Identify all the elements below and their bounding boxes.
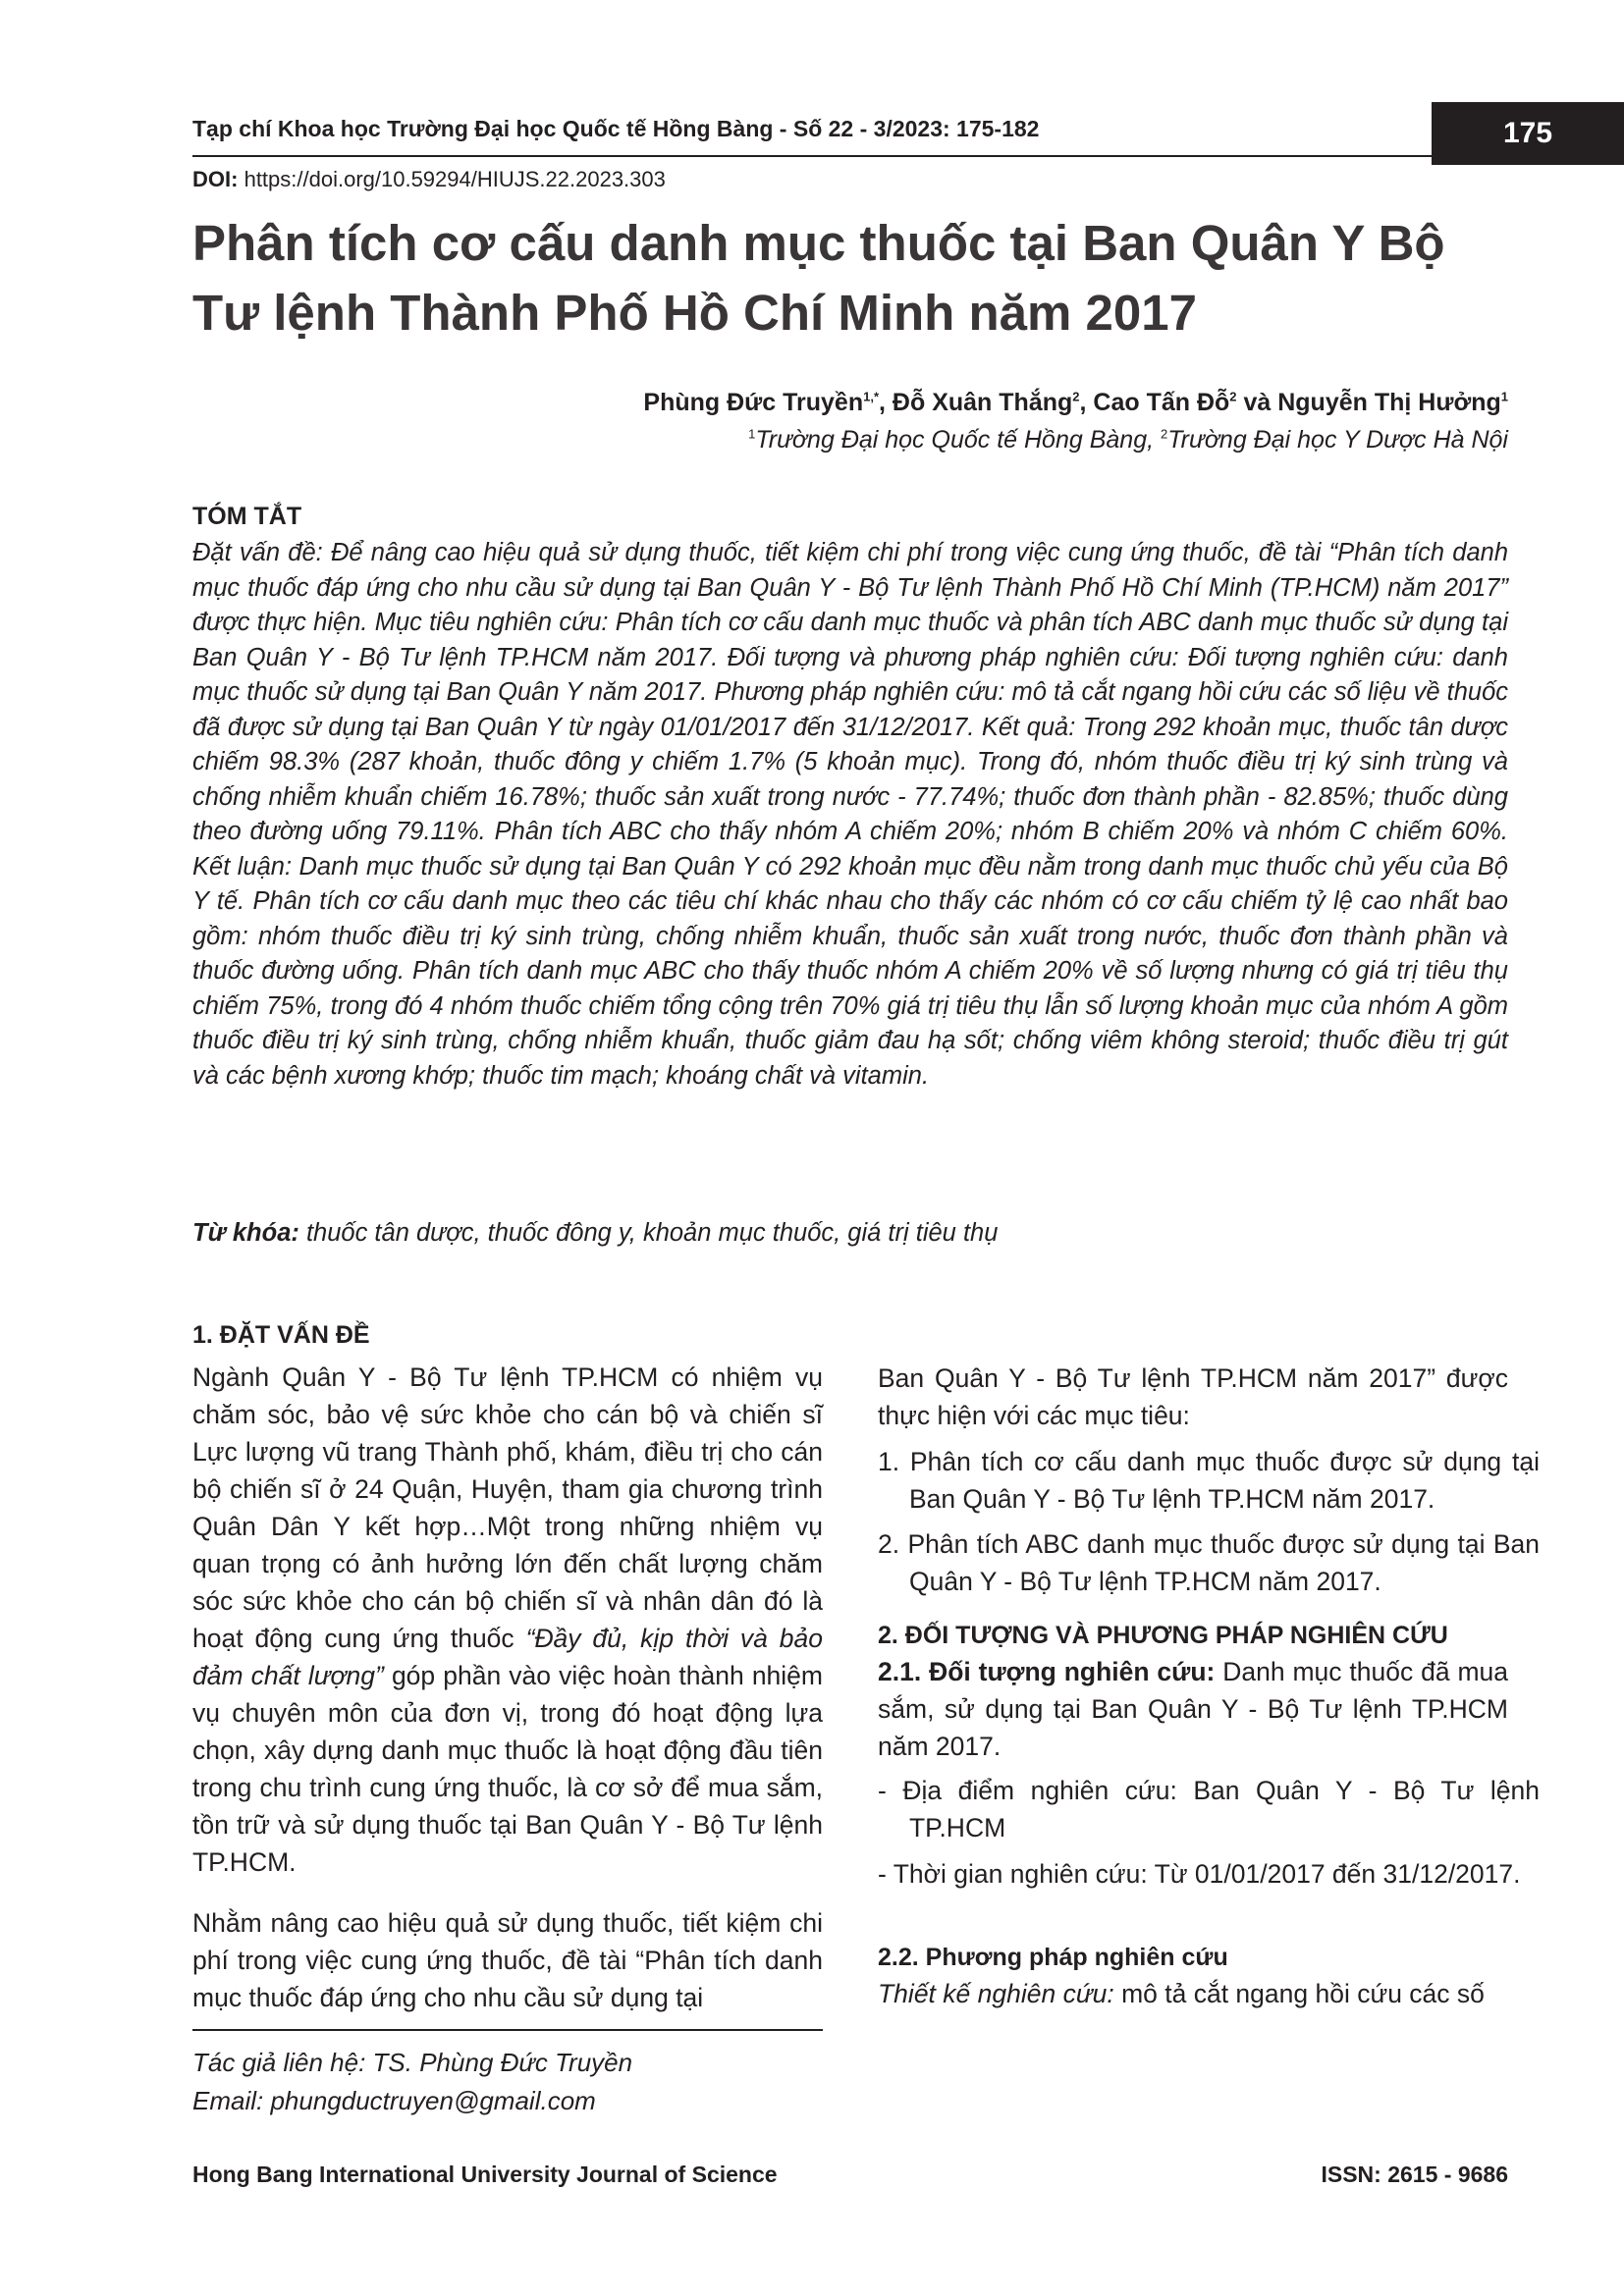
- affiliations: [748, 426, 1508, 454]
- footnote-email: Email: phungductruyen@gmail.com: [192, 2086, 596, 2115]
- affiliation-name: Trường Đại học Y Dược Hà Nội: [1167, 426, 1508, 454]
- study-design: [878, 1975, 1508, 2012]
- section-1-paragraph-2-continued: Ban Quân Y - Bộ Tư lệnh TP.HCM năm 2017” được thực hiện với các mục tiêu:: [878, 1363, 1508, 1430]
- footer-journal-name: Hong Bang International University Journal of Science: [192, 2162, 778, 2187]
- footer-issn: ISSN: 2615 - 9686: [1321, 2162, 1508, 2187]
- page-number: 175: [1432, 102, 1624, 165]
- author-superscript: 2: [1072, 389, 1080, 404]
- section-1-heading: 1. ĐẶT VẤN ĐỀ: [192, 1321, 370, 1349]
- study-design-text: mô tả cắt ngang hồi cứu các số: [1113, 1979, 1485, 2008]
- quoted-phrase: “Đầy đủ, kịp thời và bảo đảm chất lượng”: [192, 1624, 823, 1690]
- keywords: [192, 1219, 998, 1248]
- author-name: Phùng Đức Truyền: [643, 389, 864, 416]
- section-1-paragraph-1: [192, 1359, 823, 1881]
- author-superscript: 1: [1500, 389, 1508, 404]
- subsection-2-2-heading: 2.2. Phương pháp nghiên cứu: [878, 1944, 1228, 1971]
- subsection-2-1: [878, 1653, 1508, 1765]
- author-name: Nguyễn Thị Hưởng: [1277, 389, 1501, 416]
- author-name: Đỗ Xuân Thắng: [892, 389, 1073, 416]
- article-title: Phân tích cơ cấu danh mục thuốc tại Ban Quân Y Bộ Tư lệnh Thành Phố Hồ Chí Minh năm 2017: [192, 215, 1445, 341]
- study-period: - Thời gian nghiên cứu: Từ 01/01/2017 đến 31/12/2017.: [878, 1859, 1521, 1889]
- paragraph-text: Ngành Quân Y - Bộ Tư lệnh TP.HCM có nhiệm vụ chăm sóc, bảo vệ sức khỏe cho cán bộ và chiến sĩ Lực lượng vũ trang Thành phố, khám, điều trị cho cán bộ chiến sĩ ở 24 Quận, Huyện, tham gia chương trình Quân Dân Y kết hợp…Một trong những nhiệm vụ quan trọng có ảnh hưởng lớn đến chất lượng chăm sóc sức khỏe cho cán bộ chiến sĩ và nhân dân đó là hoạt động cung ứng thuốc: [192, 1362, 823, 1653]
- header-divider: [192, 155, 1432, 157]
- abstract-text: Đặt vấn đề: Để nâng cao hiệu quả sử dụng thuốc, tiết kiệm chi phí trong việc cung ứng thuốc, đề tài “Phân tích danh mục thuốc đáp ứng cho nhu cầu sử dụng tại Ban Quân Y - Bộ Tư lệnh Thành Phố Hồ Chí Minh (TP.HCM) năm 2017” được thực hiện. Mục tiêu nghiên cứu: Phân tích cơ cấu danh mục thuốc và phân tích ABC danh mục thuốc sử dụng tại Ban Quân Y - Bộ Tư lệnh TP.HCM năm 2017. Đối tượng và phương pháp nghiên cứu: Đối tượng nghiên cứu: danh mục thuốc sử dụng tại Ban Quân Y năm 2017. Phương pháp nghiên cứu: mô tả cắt ngang hồi cứu các số liệu về thuốc đã được sử dụng tại Ban Quân Y từ ngày 01/01/2017 đến 31/12/2017. Kết quả: Trong 292 khoản mục, thuốc tân dược chiếm 98.3% (287 khoản, thuốc đông y chiếm 1.7% (5 khoản mục). Trong đó, nhóm thuốc điều trị ký sinh trùng và chống nhiễm khuẩn chiếm 16.78%; thuốc sản xuất trong nước - 77.74%; thuốc đơn thành phần - 82.85%; thuốc dùng theo đường uống 79.11%. Phân tích ABC cho thấy nhóm A chiếm 20%; nhóm B chiếm 20% và nhóm C chiếm 60%. Kết luận: Danh mục thuốc sử dụng tại Ban Quân Y có 292 khoản mục đều nằm trong danh mục thuốc chủ yếu của Bộ Y tế. Phân tích cơ cấu danh mục theo các tiêu chí khác nhau cho thấy các nhóm có cơ cấu chiếm tỷ lệ cao nhất bao gồm: nhóm thuốc điều trị ký sinh trùng, chống nhiễm khuẩn, thuốc sản xuất trong nước, thuốc đơn thành phần và thuốc đường uống. Phân tích danh mục ABC cho thấy thuốc nhóm A chiếm 20% về số lượng nhưng có giá trị tiêu thụ chiếm 75%, trong đó 4 nhóm thuốc chiếm tổng cộng trên 70% giá trị tiêu thụ lẫn số lượng khoản mục của nhóm A gồm thuốc điều trị ký sinh trùng, chống nhiễm khuẩn, thuốc giảm đau hạ sốt; chống viêm không steroid; thuốc điều trị gút và các bệnh xương khớp; thuốc tim mạch; khoáng chất và vitamin.: [192, 539, 1508, 1090]
- affiliation-superscript: 1: [748, 426, 756, 442]
- author-list: [643, 389, 1508, 417]
- objective-1: 1. Phân tích cơ cấu danh mục thuốc được sử dụng tại Ban Quân Y - Bộ Tư lệnh TP.HCM năm 2017.: [878, 1447, 1540, 1514]
- section-2-heading: 2. ĐỐI TƯỢNG VÀ PHƯƠNG PHÁP NGHIÊN CỨU: [878, 1622, 1448, 1649]
- study-design-label: Thiết kế nghiên cứu:: [878, 1979, 1114, 2008]
- affiliation-superscript: 2: [1161, 426, 1168, 442]
- objective-2: 2. Phân tích ABC danh mục thuốc được sử dụng tại Ban Quân Y - Bộ Tư lệnh TP.HCM năm 2017.: [878, 1529, 1540, 1596]
- paragraph-text: góp phần vào việc hoàn thành nhiệm vụ chuyên môn của đơn vị, trong đó hoạt động lựa chọn, xây dựng danh mục thuốc là hoạt động đầu tiên trong chu trình cung ứng thuốc, là cơ sở để mua sắm, tồn trữ và sử dụng thuốc tại Ban Quân Y - Bộ Tư lệnh TP.HCM.: [192, 1661, 823, 1877]
- subsection-2-1-label: 2.1. Đối tượng nghiên cứu:: [878, 1657, 1216, 1686]
- author-superscript: 2: [1229, 389, 1237, 404]
- author-separator: và: [1236, 389, 1278, 416]
- keywords-label: Từ khóa:: [192, 1219, 299, 1247]
- author-separator: ,: [1079, 389, 1094, 416]
- doi-link[interactable]: https://doi.org/10.59294/HIUJS.22.2023.303: [244, 167, 666, 191]
- doi-line: [192, 167, 666, 192]
- study-location: - Địa điểm nghiên cứu: Ban Quân Y - Bộ Tư lệnh TP.HCM: [878, 1776, 1540, 1842]
- affiliation-name: Trường Đại học Quốc tế Hồng Bàng,: [755, 426, 1161, 454]
- author-name: Cao Tấn Đỗ: [1093, 389, 1230, 416]
- author-superscript: 1,*: [863, 389, 880, 404]
- footnote-contact: Tác giả liên hệ: TS. Phùng Đức Truyền: [192, 2048, 633, 2077]
- author-separator: ,: [879, 389, 893, 416]
- subsection-2-1-text: Danh mục thuốc đã mua sắm, sử dụng tại Ban Quân Y - Bộ Tư lệnh TP.HCM năm 2017.: [878, 1657, 1508, 1761]
- journal-header: Tạp chí Khoa học Trường Đại học Quốc tế Hồng Bàng - Số 22 - 3/2023: 175-182: [192, 116, 1040, 141]
- abstract-heading: TÓM TẮT: [192, 503, 302, 530]
- doi-label: DOI:: [192, 167, 239, 191]
- section-1-paragraph-2: Nhằm nâng cao hiệu quả sử dụng thuốc, tiết kiệm chi phí trong việc cung ứng thuốc, đề tài “Phân tích danh mục thuốc đáp ứng cho nhu cầu sử dụng tại: [192, 1908, 823, 2012]
- keywords-text: thuốc tân dược, thuốc đông y, khoản mục thuốc, giá trị tiêu thụ: [298, 1219, 999, 1247]
- footnote-divider: [192, 2029, 823, 2031]
